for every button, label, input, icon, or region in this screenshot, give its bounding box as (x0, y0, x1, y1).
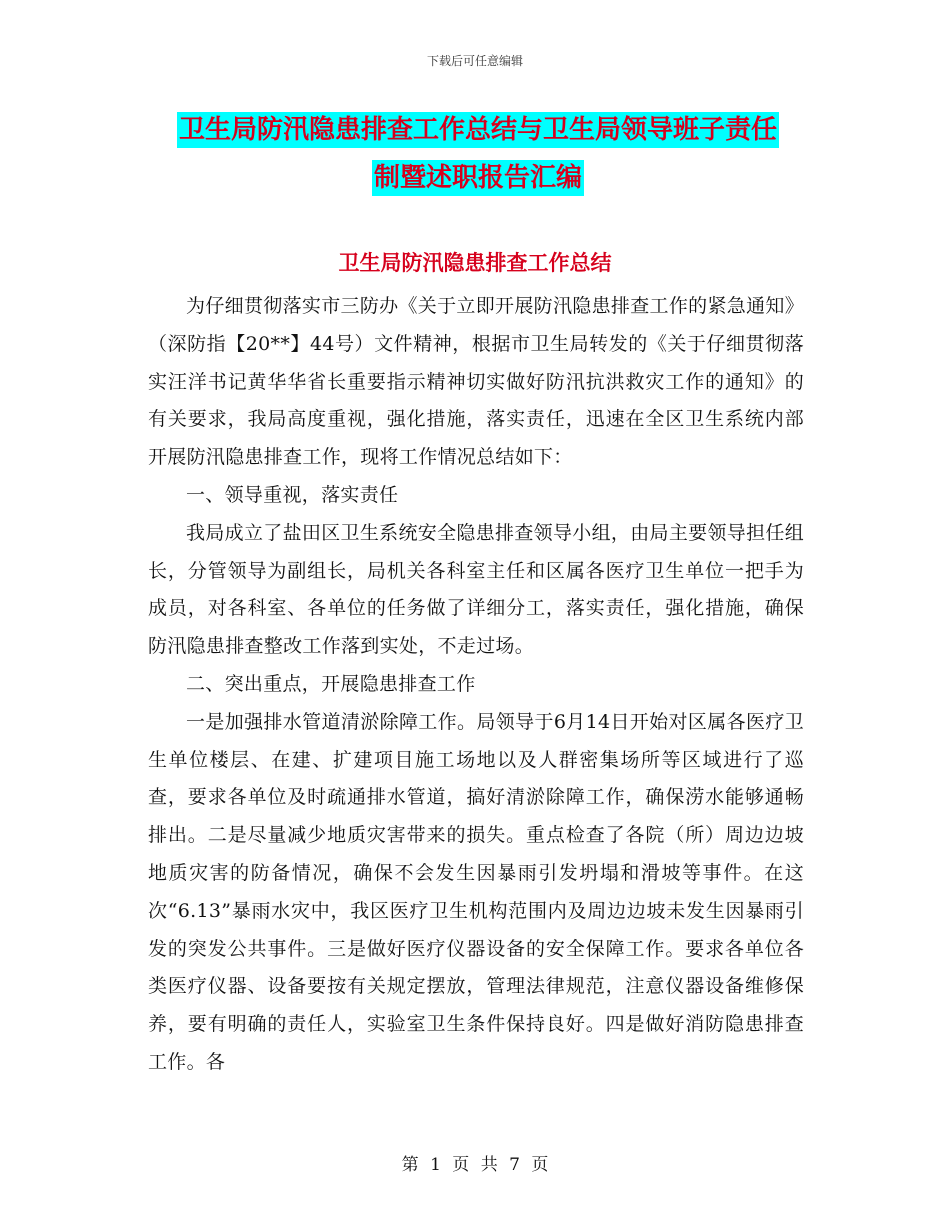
title-line-1: 卫生局防汛隐患排查工作总结与卫生局领导班子责任 (177, 112, 779, 148)
document-title (148, 106, 808, 202)
header-note: 下载后可任意编辑 (426, 54, 523, 68)
paragraph-heading: 一、领导重视，落实责任 (186, 483, 399, 506)
paragraph: 一是加强排水管道清淤除障工作。局领导于6月14日开始对区属各医疗卫生单位楼层、在建、扩建项目施工场地以及人群密集场所等区域进行了巡查，要求各单位及时疏通排水管道，搞好清淤除障工作，确保涝水能够通畅排出。二是尽量减少地质灾害带来的损失。重点检查了各院（所）周边边坡地质灾害的防备情况，确保不会发生因暴雨引发坍塌和滑坡等事件。在这次“6.13”暴雨水灾中，我区医疗卫生机构范围内及周边边坡未发生因暴雨引发的突发公共事件。三是做好医疗仪器设备的安全保障工作。要求各单位各类医疗仪器、设备要按有关规定摆放，管理法律规范，注意仪器设备维修保养，要有明确的责任人，实验室卫生条件保持良好。四是做好消防隐患排查工作。各 (148, 710, 804, 1073)
section-title: 卫生局防汛隐患排查工作总结 (338, 250, 612, 275)
body-text (148, 288, 804, 1082)
page-footer: 第 1 页 共 7 页 (401, 1155, 549, 1175)
paragraph-heading: 二、突出重点，开展隐患排查工作 (186, 672, 476, 695)
paragraph: 我局成立了盐田区卫生系统安全隐患排查领导小组，由局主要领导担任组长，分管领导为副组长，局机关各科室主任和区属各医疗卫生单位一把手为成员，对各科室、各单位的任务做了详细分工，落实责任，强化措施，确保防汛隐患排查整改工作落到实处，不走过场。 (148, 521, 804, 658)
title-line-2: 制暨述职报告汇编 (372, 160, 584, 196)
paragraph: 为仔细贯彻落实市三防办《关于立即开展防汛隐患排查工作的紧急通知》（深防指【20**】44号）文件精神，根据市卫生局转发的《关于仔细贯彻落实汪洋书记黄华华省长重要指示精神切实做好防汛抗洪救灾工作的通知》的有关要求，我局高度重视，强化措施，落实责任，迅速在全区卫生系统内部开展防汛隐患排查工作，现将工作情况总结如下： (148, 295, 804, 469)
